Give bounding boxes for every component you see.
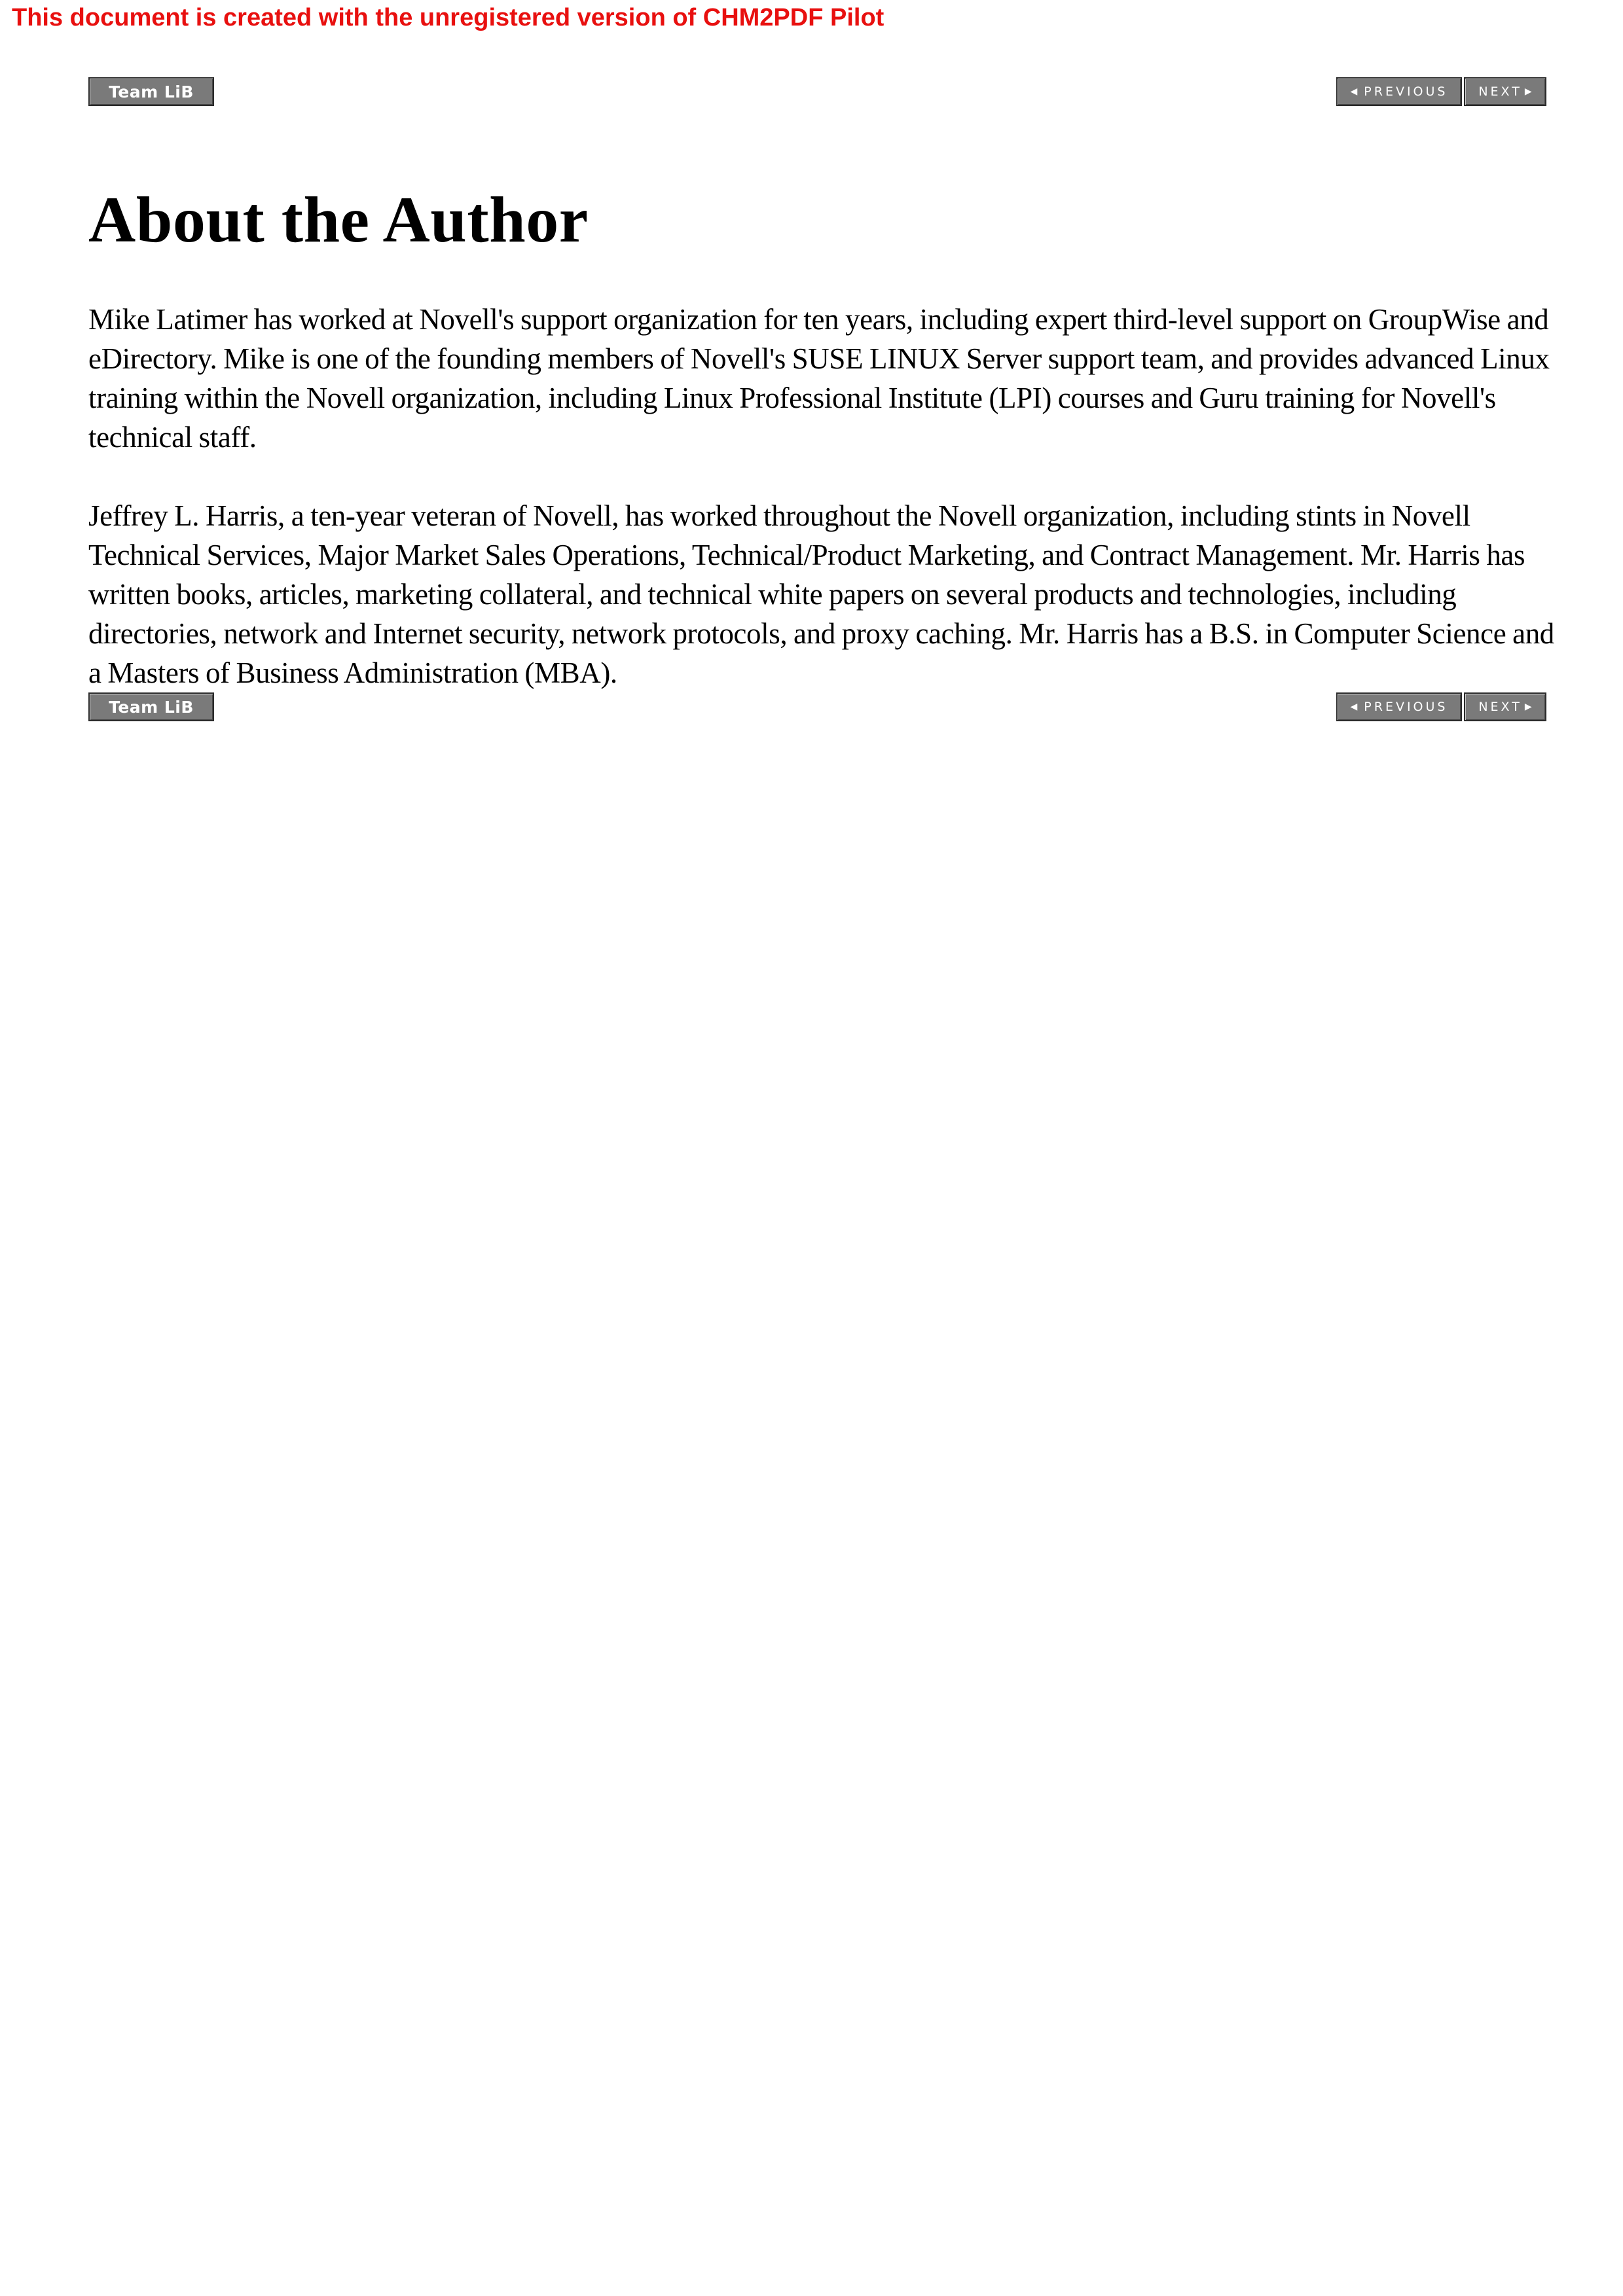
previous-label: PREVIOUS xyxy=(1364,84,1448,99)
next-label: NEXT xyxy=(1478,84,1522,99)
team-lib-button[interactable] xyxy=(88,77,214,106)
author-bio-paragraph: Jeffrey L. Harris, a ten-year veteran of Novell, has worked throughout the Novell organization, including stints in Novell Technical Services, Major Market Sales Operations, Technical/Product Marketing, and Contract Management. Mr. Harris has written books, articles, marketing collateral, and technical white papers on several products and technologies, including directories, network and Internet security, network protocols, and proxy caching. Mr. Harris has a B.S. in Computer Science and a Masters of Business Administration (MBA). xyxy=(88,499,1554,689)
next-button[interactable] xyxy=(1464,77,1546,106)
triangle-right-icon: ▶ xyxy=(1524,86,1532,97)
triangle-right-icon: ▶ xyxy=(1524,702,1532,712)
next-button-bottom[interactable] xyxy=(1464,692,1546,721)
next-label: NEXT xyxy=(1478,700,1522,714)
previous-button-bottom[interactable] xyxy=(1336,692,1462,721)
author-bio-paragraph: Mike Latimer has worked at Novell's support organization for ten years, including expert third-level support on GroupWise and eDirectory. Mike is one of the founding members of Novell's SUSE LINUX Server support team, and provides advanced Linux training within the Novell organization, including Linux Professional Institute (LPI) courses and Guru training for Novell's technical staff. xyxy=(88,303,1550,454)
watermark-banner: This document is created with the unregistered version of CHM2PDF Pilot xyxy=(12,4,884,31)
team-lib-label: Team LiB xyxy=(109,82,194,101)
previous-button[interactable] xyxy=(1336,77,1462,106)
page-title: About the Author xyxy=(88,183,589,256)
previous-label: PREVIOUS xyxy=(1364,700,1448,714)
team-lib-label: Team LiB xyxy=(109,697,194,717)
triangle-left-icon: ◀ xyxy=(1350,86,1358,97)
team-lib-button-bottom[interactable] xyxy=(88,692,214,721)
triangle-left-icon: ◀ xyxy=(1350,702,1358,712)
